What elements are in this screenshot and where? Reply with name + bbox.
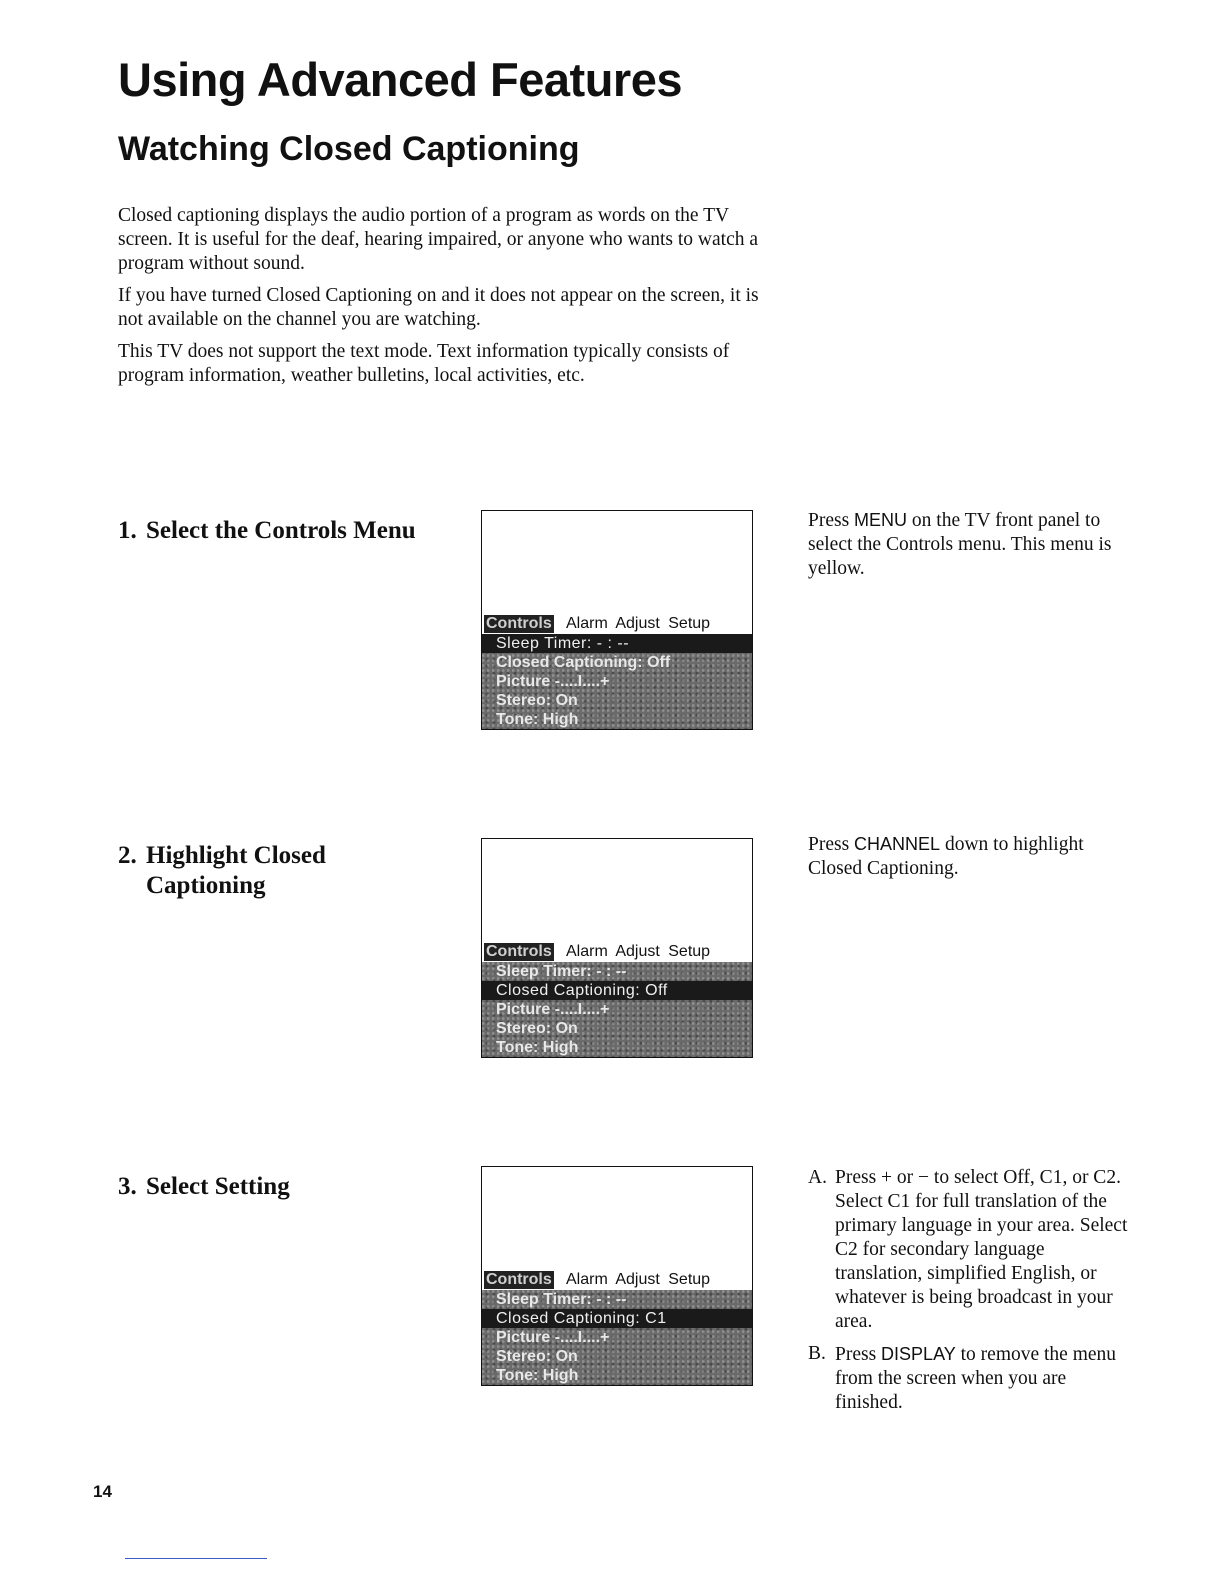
menu-tab-controls: Controls [486,1271,552,1288]
controls-menu [482,614,752,729]
menu-item-sleep-timer: Sleep Timer: - : -- [496,1291,627,1308]
menu-item-closed-captioning: Closed Captioning: C1 [482,1309,752,1328]
tv-screen-controls-menu [481,1166,753,1386]
intro-paragraph: This TV does not support the text mode. Text information typically consists of program information, weather bulletins, local activities, etc. [118,341,730,386]
menu-item-closed-captioning: Closed Captioning: Off [482,981,752,1000]
menu-item-picture: Picture -....I....+ [496,673,610,690]
instruction-text: Press CHANNEL down to highlight Closed Captioning. [808,834,1084,879]
footer-rule [125,1558,267,1559]
menu-item-closed-captioning: Closed Captioning: Off [496,654,671,671]
menu-tab-controls: Controls [486,615,552,632]
page-number: 14 [93,1482,112,1501]
menu-item-picture: Picture -....I....+ [496,1329,610,1346]
key-name: MENU [854,510,908,530]
intro-paragraph: Closed captioning displays the audio portion of a program as words on the TV screen. It is useful for the deaf, hearing impaired, or anyone who wants to watch a program without sound. [118,205,759,274]
list-marker: A. [808,1167,827,1188]
list-marker: B. [808,1343,826,1364]
step-1-heading [118,516,448,546]
instruction-text: Press MENU on the TV front panel to select the Controls menu. This menu is yellow. [808,510,1112,579]
menu-item-stereo: Stereo: On [496,692,578,709]
step-2-heading [118,841,448,901]
tv-screen-controls-menu [481,510,753,730]
menu-item-stereo: Stereo: On [496,1348,578,1365]
instruction-list [808,1166,1128,1415]
menu-item-stereo: Stereo: On [496,1020,578,1037]
section-title: Watching Closed Captioning [118,130,580,168]
step-number: 2. [118,842,137,869]
list-item [808,1166,1128,1334]
controls-menu [482,1270,752,1385]
menu-item-tone: Tone: High [496,1039,579,1056]
step-2-instruction [808,832,1128,881]
menu-item-list [482,1290,752,1385]
key-name: DISPLAY [881,1344,956,1364]
menu-item-sleep-timer: Sleep Timer: - : -- [496,963,627,980]
intro-text [118,204,768,396]
page-title: Using Advanced Features [118,53,682,106]
menu-item-list [482,634,752,729]
menu-tabs-other: Alarm Adjust Setup [566,615,711,632]
list-item: B. Press DISPLAY to remove the menu from the screen when you are finished. [808,1343,1117,1413]
step-number: 3. [118,1173,137,1200]
menu-item-sleep-timer: Sleep Timer: - : -- [482,634,752,653]
tv-screen-controls-menu [481,838,753,1058]
menu-item-tone: Tone: High [496,1367,579,1384]
menu-tab-bar [482,1270,752,1290]
key-name: CHANNEL [854,834,941,854]
menu-tabs-other: Alarm Adjust Setup [566,1271,711,1288]
step-1-instruction [808,508,1128,581]
step-number: 1. [118,517,137,544]
menu-item-list [482,962,752,1057]
step-3-instruction [808,1166,1128,1423]
menu-tab-controls: Controls [486,943,552,960]
step-title: Highlight Closed Captioning [146,842,326,899]
list-item-text: Press + or − to select Off, C1, or C2. Select C1 for full translation of the primary language in your area. Select C2 for secondary language translation, simplified English, or whatever is being broadcast in your area. [835,1167,1128,1332]
intro-paragraph: If you have turned Closed Captioning on and it does not appear on the screen, it is not available on the channel you are watching. [118,285,759,330]
menu-item-picture: Picture -....I....+ [496,1001,610,1018]
step-3-heading [118,1172,448,1202]
step-title: Select Setting [146,1173,290,1200]
step-title: Select the Controls Menu [146,517,416,544]
menu-tab-bar [482,942,752,962]
menu-tab-bar [482,614,752,634]
controls-menu [482,942,752,1057]
menu-item-tone: Tone: High [496,711,579,728]
menu-tabs-other: Alarm Adjust Setup [566,943,711,960]
